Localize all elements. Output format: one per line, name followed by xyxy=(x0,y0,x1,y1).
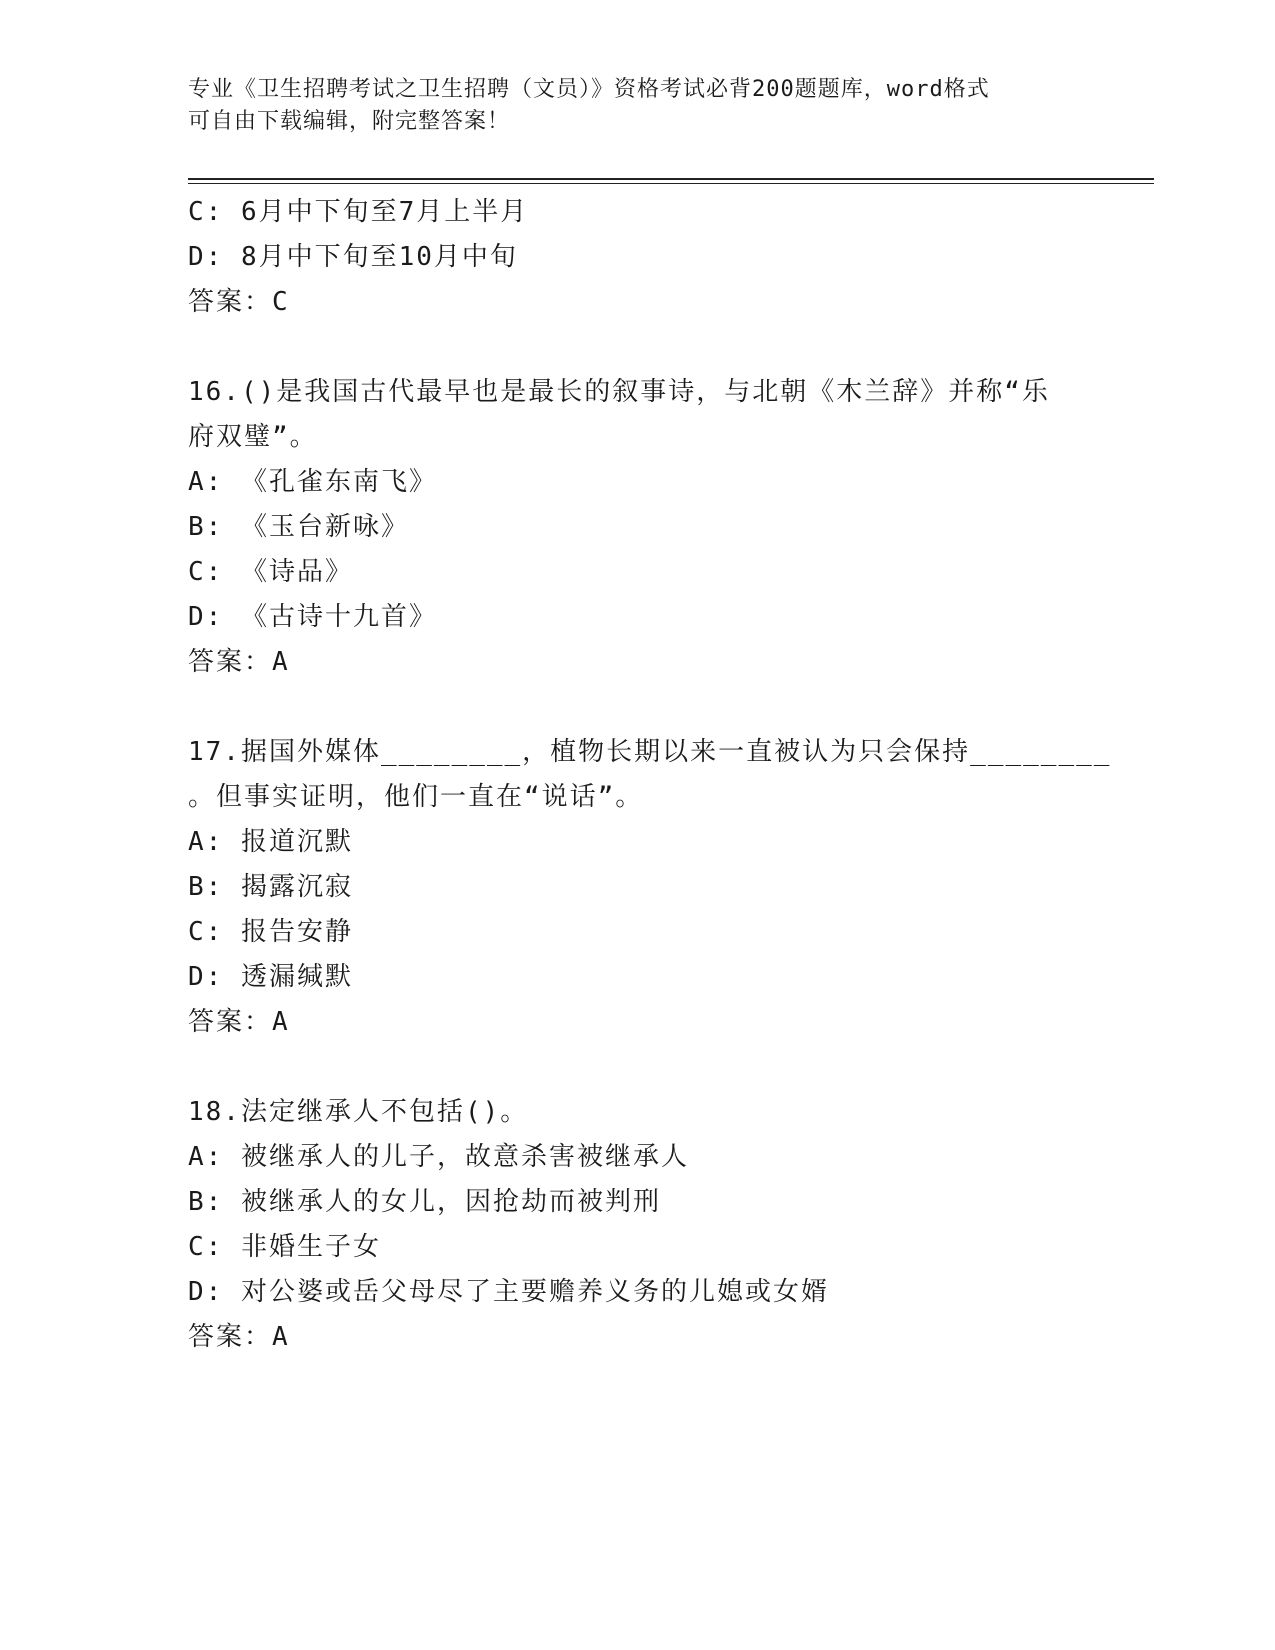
header-line-1: 专业《卫生招聘考试之卫生招聘（文员）》资格考试必背200题题库，word格式 xyxy=(188,77,990,102)
question-stem-line: 府双璧”。 xyxy=(188,422,318,452)
option-d: D: 对公婆或岳父母尽了主要赡养义务的儿媳或女婿 xyxy=(188,1277,829,1307)
answer-line: 答案：A xyxy=(188,647,290,677)
question-18 xyxy=(188,1090,1088,1360)
option-b: B: 揭露沉寂 xyxy=(188,872,353,902)
question-stem-line: 18.法定继承人不包括()。 xyxy=(188,1097,529,1127)
option-c: C: 报告安静 xyxy=(188,917,353,947)
question-content xyxy=(188,190,1112,1360)
spacer xyxy=(188,325,1088,370)
answer-line: 答案：A xyxy=(188,1322,290,1352)
option-c: C: 6月中下旬至7月上半月 xyxy=(188,197,529,227)
question-stem-line: 。但事实证明，他们一直在“说话”。 xyxy=(188,782,644,812)
option-d: D: 透漏缄默 xyxy=(188,962,353,992)
option-a: A: 报道沉默 xyxy=(188,827,353,857)
question-stem-line: 17.据国外媒体________，植物长期以来一直被认为只会保持________ xyxy=(188,737,1112,767)
header-line-2: 可自由下载编辑，附完整答案！ xyxy=(188,109,511,134)
answer-line: 答案：C xyxy=(188,287,290,317)
option-a: A: 被继承人的儿子，故意杀害被继承人 xyxy=(188,1142,689,1172)
option-d: D: 《古诗十九首》 xyxy=(188,602,437,632)
option-b: B: 被继承人的女儿，因抢劫而被判刑 xyxy=(188,1187,661,1217)
question-17 xyxy=(188,730,1112,1045)
option-d: D: 8月中下旬至10月中旬 xyxy=(188,242,518,272)
question-16 xyxy=(188,370,1088,685)
option-c: C: 非婚生子女 xyxy=(188,1232,381,1262)
option-a: A: 《孔雀东南飞》 xyxy=(188,467,437,497)
header-note xyxy=(188,74,1088,138)
option-c: C: 《诗品》 xyxy=(188,557,353,587)
question-stem-line: 16.()是我国古代最早也是最长的叙事诗，与北朝《木兰辞》并称“乐 xyxy=(188,377,1050,407)
header-divider-thick xyxy=(188,178,1154,180)
answer-line: 答案：A xyxy=(188,1007,290,1037)
question-fragment xyxy=(188,190,1088,325)
spacer xyxy=(188,1045,1088,1090)
header-divider-thin xyxy=(188,183,1154,184)
option-b: B: 《玉台新咏》 xyxy=(188,512,409,542)
spacer xyxy=(188,685,1088,730)
